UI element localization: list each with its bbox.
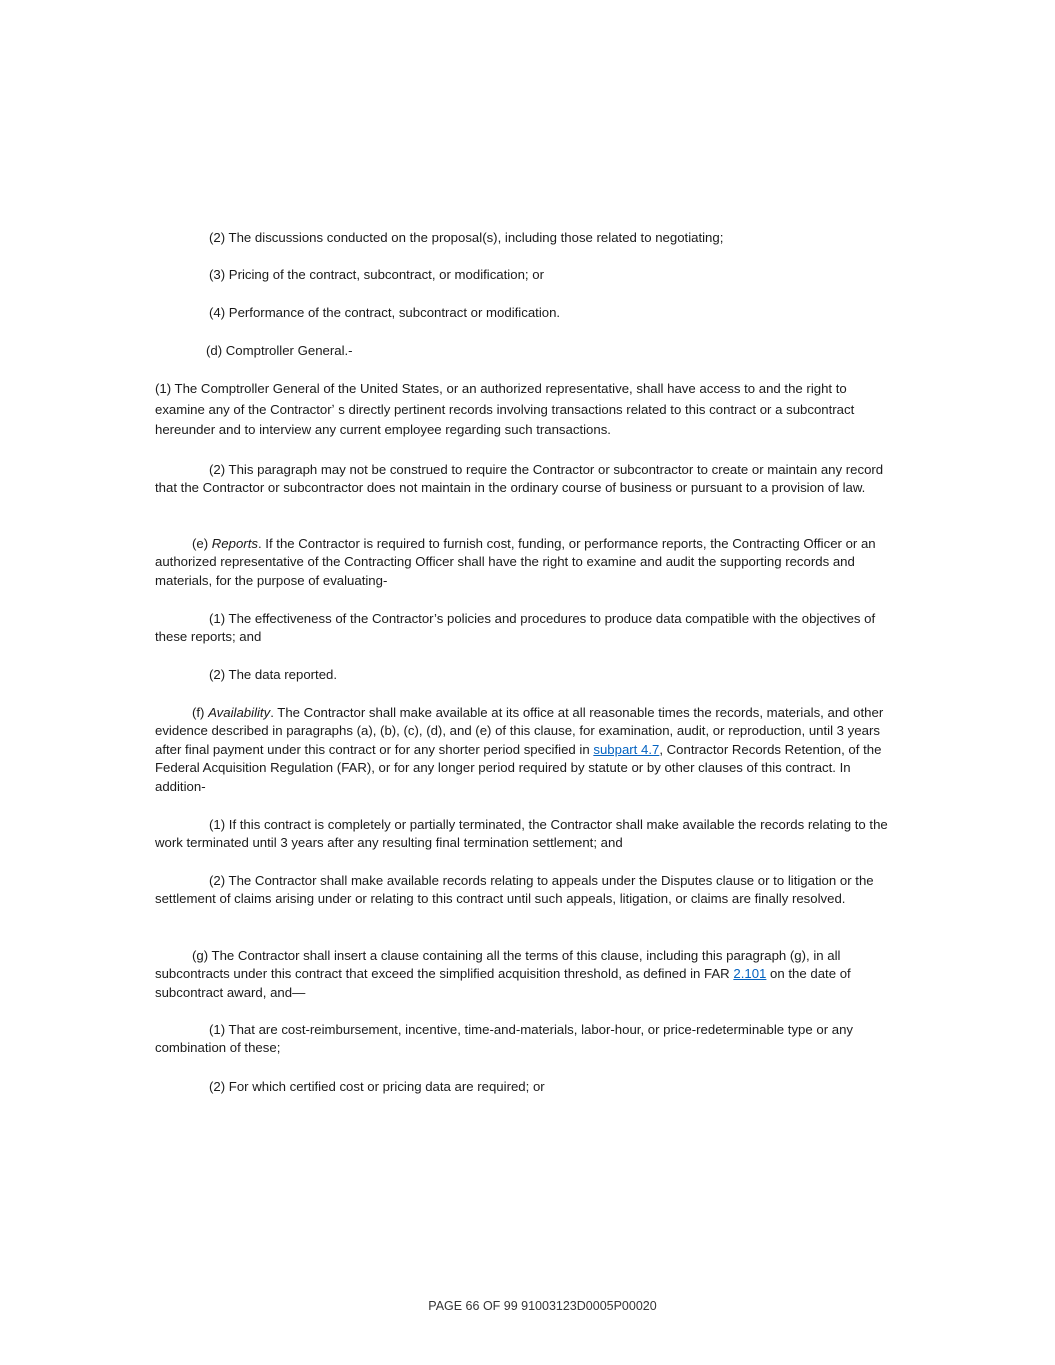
paragraph-e1: (1) The effectiveness of the Contractor’s policies and procedures to produce data compatible with the objectives of these reports; and — [155, 611, 876, 645]
far-2-101-link[interactable]: 2.101 — [733, 966, 767, 982]
page-footer: PAGE 66 OF 99 91003123D0005P00020 — [428, 1299, 657, 1313]
paragraph-d-heading: (d) Comptroller General.- — [206, 343, 353, 358]
paragraph-f-title: Availability — [208, 705, 271, 720]
paragraph-d1: (1) The Comptroller General of the United States, or an authorized representative, shall have access to and the right to examine any of the Contractorʼ s directly pertinent records involving transactions related to this contract or a subcontract hereunder and to interview any current employee regarding such transactions. — [155, 381, 855, 437]
paragraph-f-text-a: . The Contractor shall make available at its office at all reasonable times the records, materials, and other evidence described in paragraphs (a), (b), (c), (d), and (e) of this clause, for examination, audit, or reproduction, until 3 years after final payment under this contract or for any shorter period specified in — [155, 705, 884, 757]
paragraph-e2: (2) The data reported. — [209, 667, 338, 682]
paragraph-d2: (2) This paragraph may not be construed to require the Contractor or subcontractor to create or maintain any record that the Contractor or subcontractor does not maintain in the ordinary course of business or pursuant to a provision of law. — [155, 462, 884, 496]
paragraph-c3: (3) Pricing of the contract, subcontract, or modification; or — [209, 267, 544, 282]
paragraph-f-prefix: (f) — [192, 705, 209, 720]
paragraph-c2: (2) The discussions conducted on the proposal(s), including those related to negotiating; — [209, 230, 724, 245]
paragraph-e-prefix: (e) — [192, 536, 212, 551]
paragraph-g-text-b: on the date of subcontract award, and— — [155, 966, 851, 1000]
paragraph-e — [155, 535, 900, 590]
paragraph-c4: (4) Performance of the contract, subcontract or modification. — [209, 305, 561, 320]
subpart-4-7-link[interactable]: subpart 4.7 — [593, 741, 660, 757]
paragraph-f-text-b: , Contractor Records Retention, of the Federal Acquisition Regulation (FAR), or for any longer period required by statute or by other clauses of this contract. In addition- — [155, 741, 882, 794]
paragraph-e-text: . If the Contractor is required to furnish cost, funding, or performance reports, the Contracting Officer or an authorized representative of the Contracting Officer shall have the right to examine and audit the supporting records and materials, for the purpose of evaluating- — [155, 536, 876, 588]
paragraph-g — [155, 947, 900, 1002]
paragraph-f — [155, 704, 900, 796]
paragraph-f1: (1) If this contract is completely or partially terminated, the Contractor shall make available the records relating to the work terminated until 3 years after any resulting final termination settlement; and — [155, 817, 888, 851]
paragraph-g2: (2) For which certified cost or pricing data are required; or — [209, 1079, 545, 1094]
paragraph-g1: (1) That are cost-reimbursement, incentive, time-and-materials, labor-hour, or price-redeterminable type or any combination of these; — [155, 1022, 854, 1056]
paragraph-f2: (2) The Contractor shall make available records relating to appeals under the Disputes clause or to litigation or the settlement of claims arising under or relating to this contract until such appeals, litigation, or claims are finally resolved. — [155, 873, 874, 907]
paragraph-e-title: Reports — [211, 536, 258, 551]
paragraph-g-text-a: (g) The Contractor shall insert a clause containing all the terms of this clause, including this paragraph (g), in all subcontracts under this contract that exceed the simplified acquisition threshold, as defined in FAR — [155, 948, 841, 982]
